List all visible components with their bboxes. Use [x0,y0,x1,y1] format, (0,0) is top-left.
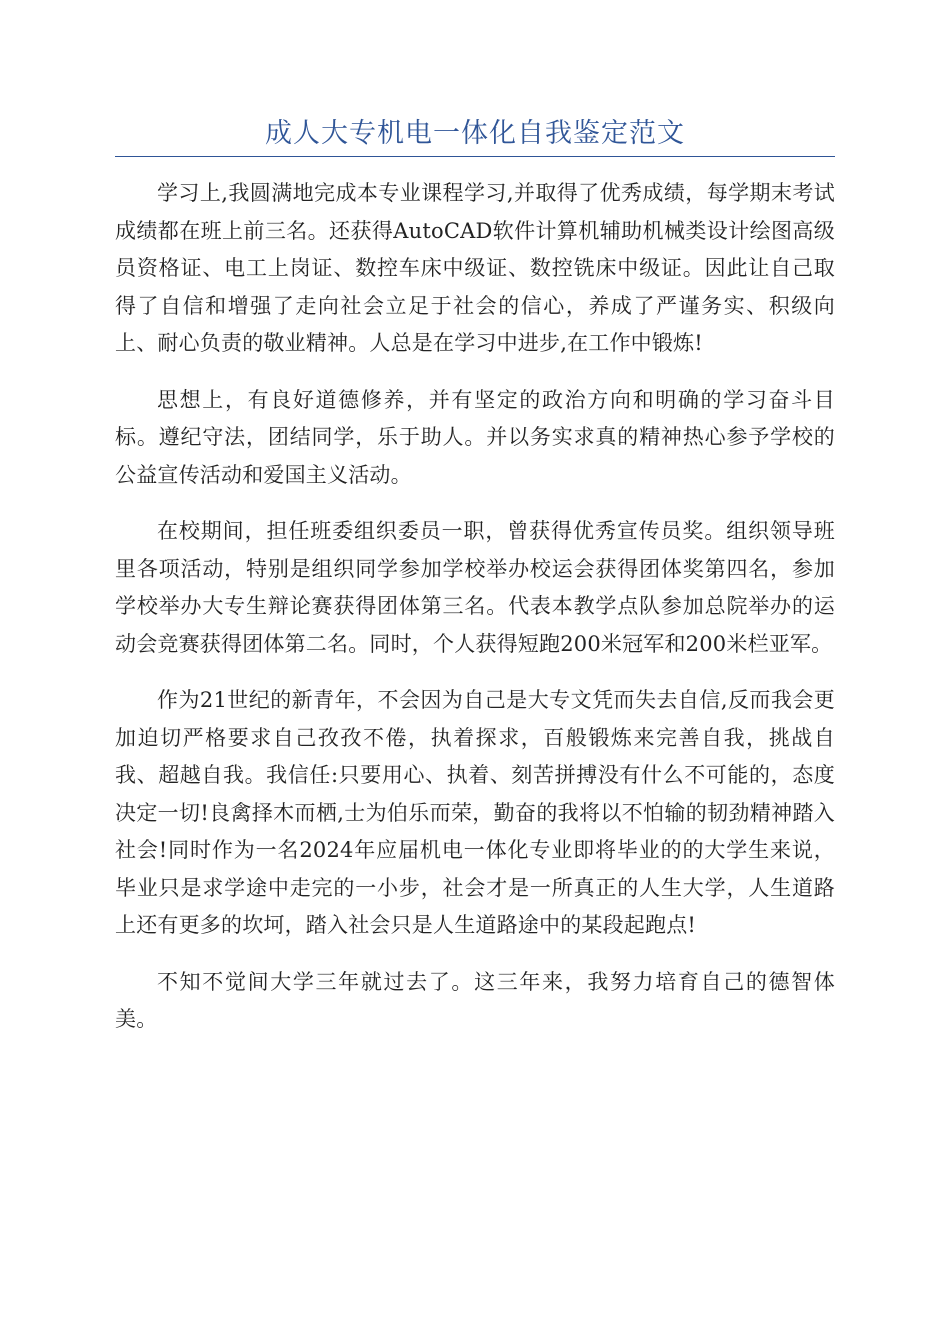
paragraph-closing: 不知不觉间大学三年就过去了。这三年来，我努力培育自己的德智体美。 [115,969,835,1031]
paragraph-youth: 作为21世纪的新青年，不会因为自己是大专文凭而失去自信,反而我会更加迫切严格要求自己孜孜不倦，执着探求，百般锻炼来完善自我，挑战自我、超越自我。我信任:只要用心、执着、刻苦拼搏没有什么不可能的，态度决定一切!良禽择木而栖,士为伯乐而荣，勤奋的我将以不怕输的韧劲精神踏入社会!同时作为一名2024年应届机电一体化专业即将毕业的的大学生来说，毕业只是求学途中走完的一小步，社会才是一所真正的人生大学，人生道路上还有更多的坎坷，踏入社会只是人生道路途中的某段起跑点! [115,688,835,937]
paragraph-study: 学习上,我圆满地完成本专业课程学习,并取得了优秀成绩，每学期末考试成绩都在班上前三名。还获得AutoCAD软件计算机辅助机械类设计绘图高级员资格证、电工上岗证、数控车床中级证、数控铣床中级证。因此让自己取得了自信和增强了走向社会立足于社会的信心，养成了严谨务实、积级向上、耐心负责的敬业精神。人总是在学习中进步,在工作中锻炼! [115,181,835,355]
paragraph-thought: 思想上，有良好道德修养，并有坚定的政治方向和明确的学习奋斗目标。遵纪守法，团结同学，乐于助人。并以务实求真的精神热心参予学校的公益宣传活动和爱国主义活动。 [115,387,835,487]
document-title: 成人大专机电一体化自我鉴定范文 [115,112,835,157]
paragraph-campus: 在校期间，担任班委组织委员一职，曾获得优秀宣传员奖。组织领导班里各项活动，特别是组织同学参加学校举办校运会获得团体奖第四名，参加学校举办大专生辩论赛获得团体第三名。代表本教学点队参加总院举办的运动会竞赛获得团体第二名。同时，个人获得短跑200米冠军和200米栏亚军。 [115,519,835,656]
document-body [115,175,835,1058]
